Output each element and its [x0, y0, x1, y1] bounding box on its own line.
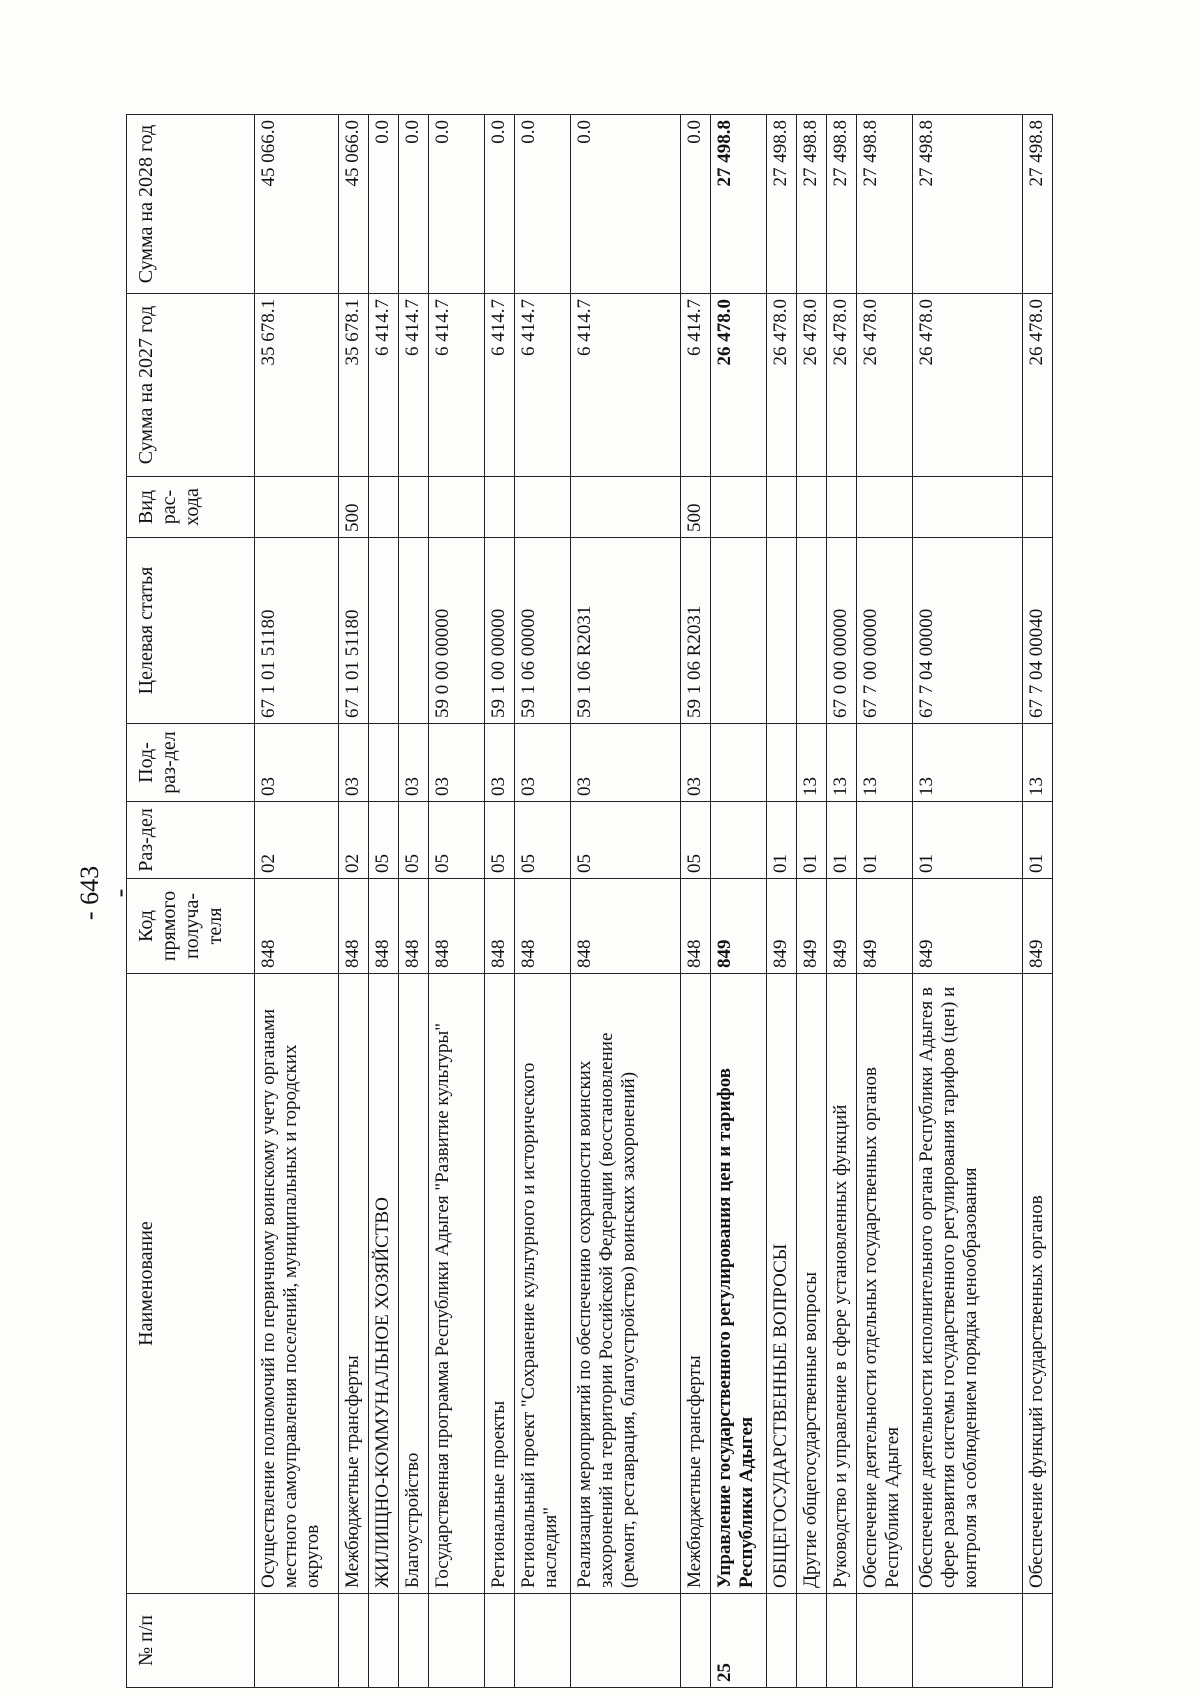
cell-name: Региональные проекты: [485, 974, 515, 1594]
cell-subsection: 13: [1023, 724, 1053, 802]
cell-sum-2028: 27 498.8: [1023, 115, 1053, 294]
cell-target-article: 67 7 04 00040: [1023, 538, 1053, 724]
cell-section: 05: [571, 802, 681, 879]
cell-sum-2027: 26 478.0: [857, 294, 913, 477]
cell-subsection: 13: [797, 724, 827, 802]
cell-subsection: [711, 724, 767, 802]
table-header: [127, 115, 255, 1688]
cell-recipient-code: 849: [857, 879, 913, 974]
cell-no: [681, 1594, 711, 1688]
table-row: [797, 115, 827, 1688]
cell-section: 01: [827, 802, 857, 879]
cell-recipient-code: 848: [339, 879, 369, 974]
table-row: [767, 115, 797, 1688]
cell-sum-2027: 6 414.7: [681, 294, 711, 477]
cell-sum-2027: 6 414.7: [515, 294, 571, 477]
cell-expense-type: [827, 477, 857, 538]
table-rotator: [126, 115, 1047, 1688]
cell-name: Региональный проект "Сохранение культурного и исторического наследия": [515, 974, 571, 1594]
cell-expense-type: [767, 477, 797, 538]
cell-section: 05: [369, 802, 399, 879]
table-row: [571, 115, 681, 1688]
cell-subsection: 03: [515, 724, 571, 802]
budget-table: [126, 114, 1053, 1688]
cell-sum-2028: 0.0: [571, 115, 681, 294]
cell-subsection: 03: [681, 724, 711, 802]
cell-sum-2027: 35 678.1: [339, 294, 369, 477]
cell-expense-type: [797, 477, 827, 538]
cell-sum-2028: 27 498.8: [913, 115, 1023, 294]
cell-subsection: 03: [485, 724, 515, 802]
cell-sum-2027: 26 478.0: [1023, 294, 1053, 477]
cell-subsection: 13: [827, 724, 857, 802]
cell-no: [429, 1594, 485, 1688]
header-sum-2027: Сумма на 2027 год: [127, 294, 255, 477]
cell-no: [485, 1594, 515, 1688]
cell-target-article: 59 1 06 R2031: [681, 538, 711, 724]
table-row: [399, 115, 429, 1688]
cell-sum-2027: 26 478.0: [827, 294, 857, 477]
cell-name: ОБЩЕГОСУДАРСТВЕННЫЕ ВОПРОСЫ: [767, 974, 797, 1594]
cell-sum-2028: 45 066.0: [339, 115, 369, 294]
cell-sum-2027: 6 414.7: [369, 294, 399, 477]
cell-name: Обеспечение функций государственных органов: [1023, 974, 1053, 1594]
cell-recipient-code: 848: [369, 879, 399, 974]
cell-name: ЖИЛИЩНО-КОММУНАЛЬНОЕ ХОЗЯЙСТВО: [369, 974, 399, 1594]
cell-sum-2027: 26 478.0: [767, 294, 797, 477]
cell-name: Благоустройство: [399, 974, 429, 1594]
cell-subsection: 03: [571, 724, 681, 802]
cell-no: [857, 1594, 913, 1688]
cell-sum-2027: 35 678.1: [255, 294, 339, 477]
cell-section: 05: [681, 802, 711, 879]
cell-sum-2028: 27 498.8: [767, 115, 797, 294]
cell-expense-type: [429, 477, 485, 538]
header-no: № п/п: [127, 1594, 255, 1688]
cell-no: 25: [711, 1594, 767, 1688]
table-row: [913, 115, 1023, 1688]
cell-no: [255, 1594, 339, 1688]
cell-target-article: 59 1 06 R2031: [571, 538, 681, 724]
cell-sum-2028: 0.0: [429, 115, 485, 294]
table-row: [827, 115, 857, 1688]
cell-no: [515, 1594, 571, 1688]
cell-recipient-code: 848: [485, 879, 515, 974]
cell-recipient-code: 848: [429, 879, 485, 974]
cell-sum-2028: 27 498.8: [857, 115, 913, 294]
cell-target-article: [797, 538, 827, 724]
cell-expense-type: [913, 477, 1023, 538]
header-expense-type: Вид рас-хода: [127, 477, 255, 538]
cell-section: 02: [255, 802, 339, 879]
cell-subsection: [369, 724, 399, 802]
cell-sum-2028: 0.0: [485, 115, 515, 294]
cell-target-article: [711, 538, 767, 724]
cell-section: 01: [797, 802, 827, 879]
cell-target-article: 67 1 01 51180: [255, 538, 339, 724]
table-row: [857, 115, 913, 1688]
table-row: [429, 115, 485, 1688]
header-target-article: Целевая статья: [127, 538, 255, 724]
cell-no: [369, 1594, 399, 1688]
cell-name: Другие общегосударственные вопросы: [797, 974, 827, 1594]
cell-target-article: 59 1 00 00000: [485, 538, 515, 724]
table-row: [711, 115, 767, 1688]
table-row: [515, 115, 571, 1688]
table-row: [485, 115, 515, 1688]
cell-subsection: 13: [913, 724, 1023, 802]
table-row: [255, 115, 339, 1688]
table-row: [369, 115, 399, 1688]
cell-sum-2027: 26 478.0: [797, 294, 827, 477]
cell-name: Межбюджетные трансферты: [681, 974, 711, 1594]
cell-target-article: 67 0 00 00000: [827, 538, 857, 724]
cell-name: Руководство и управление в сфере установленных функций: [827, 974, 857, 1594]
cell-subsection: 03: [429, 724, 485, 802]
cell-expense-type: [515, 477, 571, 538]
cell-sum-2028: 27 498.8: [797, 115, 827, 294]
cell-sum-2028: 45 066.0: [255, 115, 339, 294]
cell-section: 05: [515, 802, 571, 879]
cell-target-article: 67 7 00 00000: [857, 538, 913, 724]
cell-target-article: [369, 538, 399, 724]
cell-no: [827, 1594, 857, 1688]
cell-expense-type: [369, 477, 399, 538]
cell-name: Обеспечение деятельности исполнительного органа Республики Адыгея в сфере развития системы государственного регулирования тарифов (цен) и контроля за соблюдением порядка ценообразования: [913, 974, 1023, 1594]
table-row: [1023, 115, 1053, 1688]
cell-no: [913, 1594, 1023, 1688]
cell-no: [399, 1594, 429, 1688]
cell-no: [571, 1594, 681, 1688]
cell-recipient-code: 848: [681, 879, 711, 974]
cell-expense-type: [857, 477, 913, 538]
cell-expense-type: 500: [339, 477, 369, 538]
cell-recipient-code: 848: [255, 879, 339, 974]
cell-sum-2028: 0.0: [681, 115, 711, 294]
cell-recipient-code: 849: [767, 879, 797, 974]
cell-section: 01: [857, 802, 913, 879]
cell-name: Управление государственного регулирования цен и тарифов Республики Адыгея: [711, 974, 767, 1594]
cell-subsection: 03: [399, 724, 429, 802]
cell-no: [797, 1594, 827, 1688]
cell-sum-2028: 0.0: [369, 115, 399, 294]
cell-expense-type: [485, 477, 515, 538]
cell-expense-type: [571, 477, 681, 538]
cell-target-article: 67 1 01 51180: [339, 538, 369, 724]
cell-sum-2027: 26 478.0: [913, 294, 1023, 477]
cell-sum-2028: 0.0: [399, 115, 429, 294]
cell-recipient-code: 849: [827, 879, 857, 974]
cell-sum-2027: 26 478.0: [711, 294, 767, 477]
cell-section: 01: [913, 802, 1023, 879]
header-section: Раз-дел: [127, 802, 255, 879]
cell-name: Межбюджетные трансферты: [339, 974, 369, 1594]
table-viewport: [126, 115, 1047, 1688]
cell-recipient-code: 849: [711, 879, 767, 974]
header-subsection: Под-раз-дел: [127, 724, 255, 802]
cell-recipient-code: 848: [515, 879, 571, 974]
cell-no: [1023, 1594, 1053, 1688]
cell-section: 01: [767, 802, 797, 879]
cell-recipient-code: 849: [1023, 879, 1053, 974]
cell-recipient-code: 849: [913, 879, 1023, 974]
cell-subsection: 03: [255, 724, 339, 802]
cell-subsection: 03: [339, 724, 369, 802]
cell-section: 02: [339, 802, 369, 879]
cell-target-article: 59 0 00 00000: [429, 538, 485, 724]
cell-sum-2027: 6 414.7: [485, 294, 515, 477]
table-row: [681, 115, 711, 1688]
cell-subsection: 13: [857, 724, 913, 802]
table-body: [255, 115, 1053, 1688]
cell-name: Государственная программа Республики Адыгея "Развитие культуры": [429, 974, 485, 1594]
cell-name: Реализация мероприятий по обеспечению сохранности воинских захоронений на территории Российской Федерации (восстановление (ремонт, реставрация, благоустройство) воинских захоронений): [571, 974, 681, 1594]
cell-expense-type: [255, 477, 339, 538]
cell-no: [339, 1594, 369, 1688]
cell-recipient-code: 848: [399, 879, 429, 974]
header-recipient-code: Код прямого получа-теля: [127, 879, 255, 974]
cell-sum-2027: 6 414.7: [429, 294, 485, 477]
page-number: - 643 -: [75, 865, 134, 921]
cell-section: 01: [1023, 802, 1053, 879]
cell-section: 05: [429, 802, 485, 879]
cell-sum-2027: 6 414.7: [571, 294, 681, 477]
cell-recipient-code: 849: [797, 879, 827, 974]
cell-name: Осуществление полномочий по первичному воинскому учету органами местного самоуправления поселений, муниципальных и городских округов: [255, 974, 339, 1594]
cell-expense-type: 500: [681, 477, 711, 538]
cell-expense-type: [1023, 477, 1053, 538]
cell-sum-2028: 27 498.8: [711, 115, 767, 294]
cell-sum-2027: 6 414.7: [399, 294, 429, 477]
cell-section: 05: [399, 802, 429, 879]
cell-target-article: [399, 538, 429, 724]
header-name: Наименование: [127, 974, 255, 1594]
header-sum-2028: Сумма на 2028 год: [127, 115, 255, 294]
cell-name: Обеспечение деятельности отдельных государственных органов Республики Адыгея: [857, 974, 913, 1594]
cell-sum-2028: 0.0: [515, 115, 571, 294]
cell-no: [767, 1594, 797, 1688]
cell-target-article: 59 1 06 00000: [515, 538, 571, 724]
cell-subsection: [767, 724, 797, 802]
cell-expense-type: [711, 477, 767, 538]
cell-sum-2028: 27 498.8: [827, 115, 857, 294]
cell-section: 05: [485, 802, 515, 879]
cell-section: [711, 802, 767, 879]
table-row: [339, 115, 369, 1688]
cell-target-article: [767, 538, 797, 724]
cell-recipient-code: 848: [571, 879, 681, 974]
cell-expense-type: [399, 477, 429, 538]
cell-target-article: 67 7 04 00000: [913, 538, 1023, 724]
